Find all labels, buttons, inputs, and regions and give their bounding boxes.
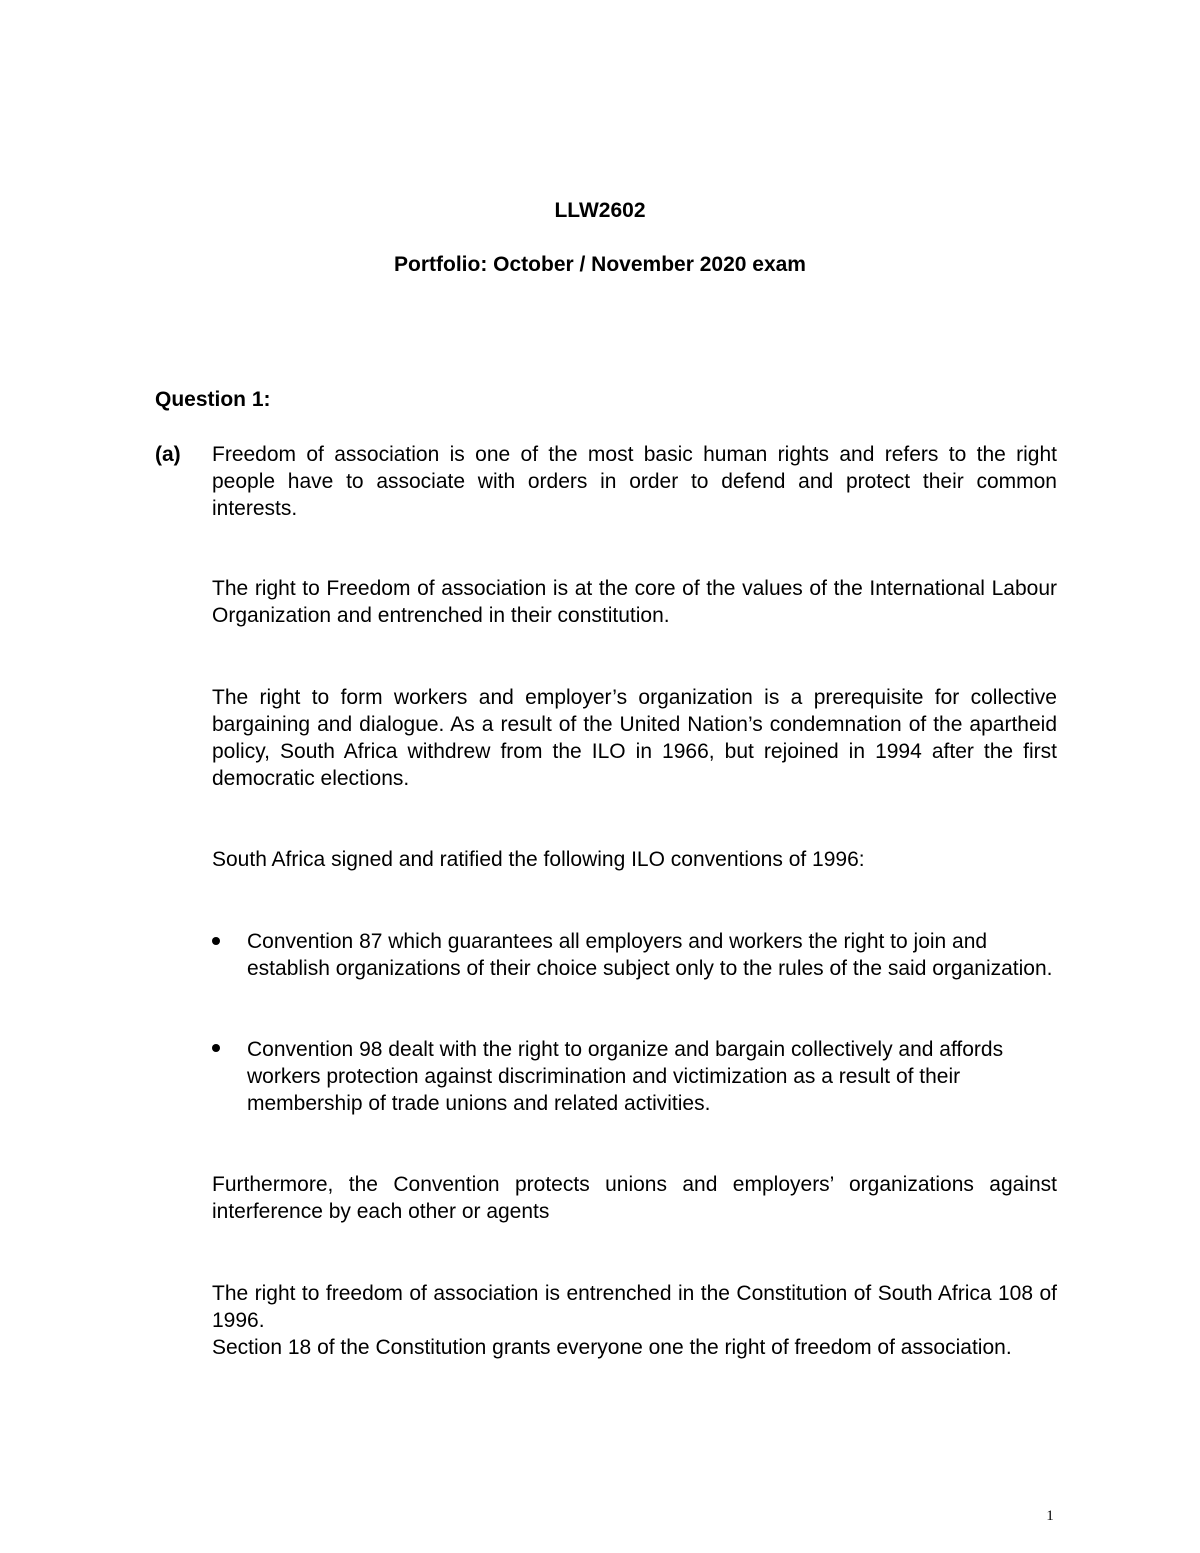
bullet-convention-98: Convention 98 dealt with the right to organize and bargain collectively and affords workers protection against discrimination and victimization as a result of their membership of trade unions and related activities. [247, 1038, 1004, 1115]
page-number: 1 [1046, 1508, 1054, 1524]
question-heading: Question 1: [155, 388, 271, 411]
portfolio-subtitle: Portfolio: October / November 2020 exam [394, 253, 806, 276]
paragraph-protection: Furthermore, the Convention protects unions and employers’ organizations against interference by each other or agents [212, 1173, 1057, 1223]
bullet-convention-87: Convention 87 which guarantees all employers and workers the right to join and establish organizations of their choice subject only to the rules of the said organization. [247, 930, 1053, 980]
paragraph-conventions-intro: South Africa signed and ratified the following ILO conventions of 1996: [212, 848, 865, 871]
part-label: (a) [155, 443, 181, 466]
bullet-icon [212, 937, 220, 945]
paragraph-ilo-core: The right to Freedom of association is at the core of the values of the International Labour Organization and entrenched in their constitution. [212, 577, 1057, 627]
paragraph-definition: Freedom of association is one of the most basic human rights and refers to the right people have to associate with orders in order to defend and protect their common interests. [212, 443, 1057, 520]
paragraph-ilo-history: The right to form workers and employer’s organization is a prerequisite for collective bargaining and dialogue. As a result of the United Nation’s condemnation of the apartheid policy, South Africa withdrew from the ILO in 1966, but rejoined in 1994 after the first democratic elections. [212, 686, 1057, 790]
course-code-title: LLW2602 [554, 199, 646, 222]
paragraph-section-18: Section 18 of the Constitution grants everyone one the right of freedom of association. [212, 1336, 1012, 1359]
paragraph-constitution: The right to freedom of association is entrenched in the Constitution of South Africa 108 of 1996. [212, 1282, 1057, 1332]
bullet-icon [212, 1044, 220, 1052]
